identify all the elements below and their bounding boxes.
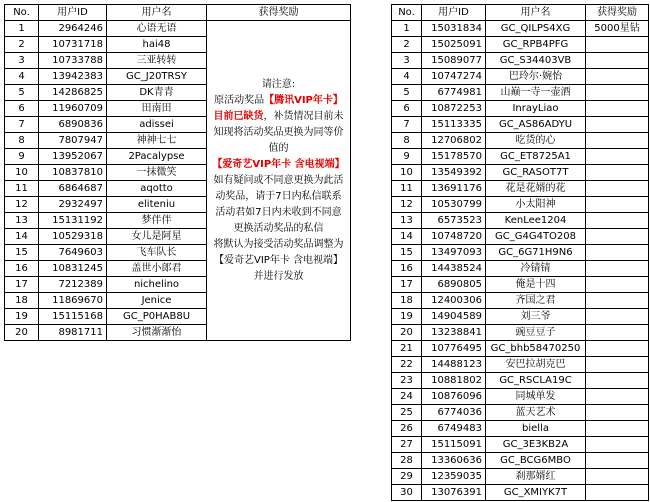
user-id: 11869670 <box>39 293 107 309</box>
user-id: 14438524 <box>422 261 486 277</box>
table-row <box>392 165 649 181</box>
username: 刘三爷 <box>486 309 586 325</box>
user-id: 13942383 <box>39 69 107 85</box>
right-header-row <box>392 5 649 21</box>
user-id: 6864687 <box>39 181 107 197</box>
row-number: 7 <box>5 117 39 133</box>
username: GC_ET8725A1 <box>486 149 586 165</box>
notice-original-prize-text: 原活动奖品 <box>214 94 265 106</box>
table-row <box>392 293 649 309</box>
user-id: 15031834 <box>422 21 486 37</box>
username: 田南田 <box>107 101 207 117</box>
reward <box>586 181 649 197</box>
username: GC_G4G4TO208 <box>486 229 586 245</box>
username: 同城单发 <box>486 389 586 405</box>
row-number: 26 <box>392 421 422 437</box>
username: 一抹微笑 <box>107 165 207 181</box>
row-number: 3 <box>5 53 39 69</box>
row-number: 9 <box>5 149 39 165</box>
reward <box>586 309 649 325</box>
row-number: 4 <box>5 69 39 85</box>
table-row <box>392 341 649 357</box>
row-number: 2 <box>5 37 39 53</box>
row-number: 16 <box>392 261 422 277</box>
row-number: 17 <box>392 277 422 293</box>
table-row <box>392 69 649 85</box>
user-id: 15089077 <box>422 53 486 69</box>
table-row <box>392 485 649 501</box>
table-row <box>392 149 649 165</box>
user-id: 6774981 <box>422 85 486 101</box>
table-row <box>392 357 649 373</box>
row-number: 7 <box>392 117 422 133</box>
table-row <box>5 21 351 37</box>
reward <box>586 149 649 165</box>
user-id: 6774036 <box>422 405 486 421</box>
user-id: 10876096 <box>422 389 486 405</box>
reward <box>586 485 649 501</box>
row-number: 1 <box>5 21 39 37</box>
username: GC_bhb58470250 <box>486 341 586 357</box>
row-number: 8 <box>392 133 422 149</box>
reward <box>586 325 649 341</box>
reward <box>586 69 649 85</box>
user-id: 14904589 <box>422 309 486 325</box>
header-reward: 获得奖励 <box>207 5 351 21</box>
row-number: 19 <box>5 309 39 325</box>
username: aqotto <box>107 181 207 197</box>
row-number: 30 <box>392 485 422 501</box>
table-row <box>392 229 649 245</box>
reward <box>586 453 649 469</box>
reward <box>586 165 649 181</box>
reward-notice <box>207 21 351 341</box>
user-id: 6749483 <box>422 421 486 437</box>
row-number: 5 <box>5 85 39 101</box>
user-id: 13952067 <box>39 149 107 165</box>
row-number: 15 <box>5 245 39 261</box>
table-row <box>392 53 649 69</box>
user-id: 2932497 <box>39 197 107 213</box>
row-number: 11 <box>5 181 39 197</box>
reward <box>586 357 649 373</box>
row-number: 15 <box>392 245 422 261</box>
row-number: 6 <box>5 101 39 117</box>
user-id: 2964246 <box>39 21 107 37</box>
user-id: 10831245 <box>39 261 107 277</box>
header-reward: 获得奖励 <box>586 5 649 21</box>
user-id: 15115168 <box>39 309 107 325</box>
username: GC_RASOT7T <box>486 165 586 181</box>
header-username: 用户名 <box>486 5 586 21</box>
user-id: 10733788 <box>39 53 107 69</box>
user-id: 15025091 <box>422 37 486 53</box>
row-number: 18 <box>392 293 422 309</box>
user-id: 10748720 <box>422 229 486 245</box>
user-id: 10837810 <box>39 165 107 181</box>
user-id: 13497093 <box>422 245 486 261</box>
username: GC_6G71H9N6 <box>486 245 586 261</box>
user-id: 12359035 <box>422 469 486 485</box>
reward <box>586 405 649 421</box>
user-id: 10872253 <box>422 101 486 117</box>
left-winners-table <box>4 4 351 341</box>
notice-heading: 请注意: <box>261 78 296 90</box>
username: 神神七七 <box>107 133 207 149</box>
table-row <box>392 21 649 37</box>
header-no: No. <box>5 5 39 21</box>
notice-iqiyi-vip: 【爱奇艺VIP年卡 含电视端】 <box>212 158 345 170</box>
username: Jenice <box>107 293 207 309</box>
username: hai48 <box>107 37 207 53</box>
reward <box>586 373 649 389</box>
username: DK青青 <box>107 85 207 101</box>
row-number: 18 <box>5 293 39 309</box>
user-id: 7212389 <box>39 277 107 293</box>
table-row <box>392 309 649 325</box>
table-row <box>392 277 649 293</box>
user-id: 15131192 <box>39 213 107 229</box>
user-id: 14488123 <box>422 357 486 373</box>
reward <box>586 197 649 213</box>
username: 刹那婿红 <box>486 469 586 485</box>
table-row <box>392 389 649 405</box>
user-id: 6890805 <box>422 277 486 293</box>
row-number: 14 <box>5 229 39 245</box>
notice-replacement-text: ，补货情况目前未知现将活动奖品更换为同等价值的 <box>213 110 344 154</box>
user-id: 13549392 <box>422 165 486 181</box>
username: 梦伴伴 <box>107 213 207 229</box>
row-number: 12 <box>5 197 39 213</box>
table-row <box>392 85 649 101</box>
username: 心语无语 <box>107 21 207 37</box>
username: biella <box>486 421 586 437</box>
row-number: 21 <box>392 341 422 357</box>
username: GC_3E3KB2A <box>486 437 586 453</box>
row-number: 22 <box>392 357 422 373</box>
user-id: 15113335 <box>422 117 486 133</box>
row-number: 4 <box>392 69 422 85</box>
username: 吃货的心 <box>486 133 586 149</box>
notice-tencent-vip: 【腾讯VIP年卡】目前已缺货 <box>213 94 343 122</box>
row-number: 27 <box>392 437 422 453</box>
notice-contact-text: 如有疑问或不同意更换为此活动奖品，请于7日内私信联系活动君如7日内未收到不同意更换活动奖品的私信 <box>213 174 344 234</box>
table-row <box>392 181 649 197</box>
reward <box>586 53 649 69</box>
reward <box>586 229 649 245</box>
row-number: 28 <box>392 453 422 469</box>
reward <box>586 293 649 309</box>
table-row <box>392 405 649 421</box>
user-id: 15115091 <box>422 437 486 453</box>
user-id: 10731718 <box>39 37 107 53</box>
row-number: 10 <box>392 165 422 181</box>
user-id: 6890836 <box>39 117 107 133</box>
username: 山巅一寺一壶酒 <box>486 85 586 101</box>
reward <box>586 421 649 437</box>
username: 冷锖锖 <box>486 261 586 277</box>
user-id: 6573523 <box>422 213 486 229</box>
table-row <box>392 37 649 53</box>
user-id: 10776495 <box>422 341 486 357</box>
user-id: 10530799 <box>422 197 486 213</box>
username: GC_P0HAB8U <box>107 309 207 325</box>
user-id: 7649603 <box>39 245 107 261</box>
table-row <box>392 245 649 261</box>
table-row <box>392 213 649 229</box>
reward <box>586 117 649 133</box>
username: GC_J20TRSY <box>107 69 207 85</box>
row-number: 1 <box>392 21 422 37</box>
table-row <box>392 373 649 389</box>
reward <box>586 101 649 117</box>
user-id: 10747274 <box>422 69 486 85</box>
username: GC_BCG6MBO <box>486 453 586 469</box>
username: 齐国之君 <box>486 293 586 309</box>
row-number: 6 <box>392 101 422 117</box>
reward: 5000星钻 <box>586 21 649 37</box>
reward <box>586 261 649 277</box>
username: GC_QILPS4XG <box>486 21 586 37</box>
user-id: 11960709 <box>39 101 107 117</box>
table-row <box>392 117 649 133</box>
row-number: 25 <box>392 405 422 421</box>
username: nichelino <box>107 277 207 293</box>
row-number: 9 <box>392 149 422 165</box>
reward <box>586 85 649 101</box>
row-number: 12 <box>392 197 422 213</box>
row-number: 2 <box>392 37 422 53</box>
table-row <box>392 437 649 453</box>
reward <box>586 469 649 485</box>
left-header-row <box>5 5 351 21</box>
row-number: 8 <box>5 133 39 149</box>
username: eliteniu <box>107 197 207 213</box>
username: 2Pacalypse <box>107 149 207 165</box>
username: GC_RSCLA19C <box>486 373 586 389</box>
username: 俺是十四 <box>486 277 586 293</box>
username: GC_S34403VB <box>486 53 586 69</box>
row-number: 5 <box>392 85 422 101</box>
username: adissei <box>107 117 207 133</box>
table-row <box>392 197 649 213</box>
reward <box>586 277 649 293</box>
row-number: 19 <box>392 309 422 325</box>
row-number: 29 <box>392 469 422 485</box>
username: 习惯渐渐怡 <box>107 325 207 341</box>
table-row <box>392 453 649 469</box>
notice-default-text: 将默认为接受活动奖品调整为【爱奇艺VIP年卡 含电视端】并进行发放 <box>213 238 344 282</box>
reward <box>586 133 649 149</box>
reward <box>586 389 649 405</box>
row-number: 13 <box>5 213 39 229</box>
row-number: 3 <box>392 53 422 69</box>
username: 花是花婿的花 <box>486 181 586 197</box>
table-row <box>392 261 649 277</box>
row-number: 14 <box>392 229 422 245</box>
reward <box>586 37 649 53</box>
user-id: 13076391 <box>422 485 486 501</box>
username: KenLee1204 <box>486 213 586 229</box>
reward <box>586 437 649 453</box>
username: 三亚转转 <box>107 53 207 69</box>
user-id: 12400306 <box>422 293 486 309</box>
header-no: No. <box>392 5 422 21</box>
row-number: 16 <box>5 261 39 277</box>
user-id: 12706802 <box>422 133 486 149</box>
username: 巴玲尔·婉怡 <box>486 69 586 85</box>
table-row <box>392 101 649 117</box>
username: GC_XMIYK7T <box>486 485 586 501</box>
table-row <box>392 325 649 341</box>
username: GC_AS86ADYU <box>486 117 586 133</box>
row-number: 17 <box>5 277 39 293</box>
row-number: 13 <box>392 213 422 229</box>
row-number: 20 <box>392 325 422 341</box>
row-number: 10 <box>5 165 39 181</box>
username: InrayLiao <box>486 101 586 117</box>
user-id: 8981711 <box>39 325 107 341</box>
user-id: 13691176 <box>422 181 486 197</box>
user-id: 10529318 <box>39 229 107 245</box>
row-number: 24 <box>392 389 422 405</box>
table-row <box>392 421 649 437</box>
username: 女儿是阿星 <box>107 229 207 245</box>
right-winners-table <box>391 4 649 501</box>
username: GC_RPB4PFG <box>486 37 586 53</box>
username: 小太阳神 <box>486 197 586 213</box>
username: 蓝天艺术 <box>486 405 586 421</box>
reward <box>586 341 649 357</box>
user-id: 14286825 <box>39 85 107 101</box>
header-user-id: 用户ID <box>422 5 486 21</box>
user-id: 13238841 <box>422 325 486 341</box>
reward <box>586 245 649 261</box>
username: 盖世小郎君 <box>107 261 207 277</box>
user-id: 7807947 <box>39 133 107 149</box>
user-id: 15178570 <box>422 149 486 165</box>
table-row <box>392 469 649 485</box>
user-id: 13360636 <box>422 453 486 469</box>
username: 飞车队长 <box>107 245 207 261</box>
reward <box>586 213 649 229</box>
row-number: 11 <box>392 181 422 197</box>
header-user-id: 用户ID <box>39 5 107 21</box>
user-id: 10881802 <box>422 373 486 389</box>
table-row <box>392 133 649 149</box>
row-number: 23 <box>392 373 422 389</box>
username: 安巴拉胡克巴 <box>486 357 586 373</box>
username: 豌豆豆子 <box>486 325 586 341</box>
row-number: 20 <box>5 325 39 341</box>
header-username: 用户名 <box>107 5 207 21</box>
